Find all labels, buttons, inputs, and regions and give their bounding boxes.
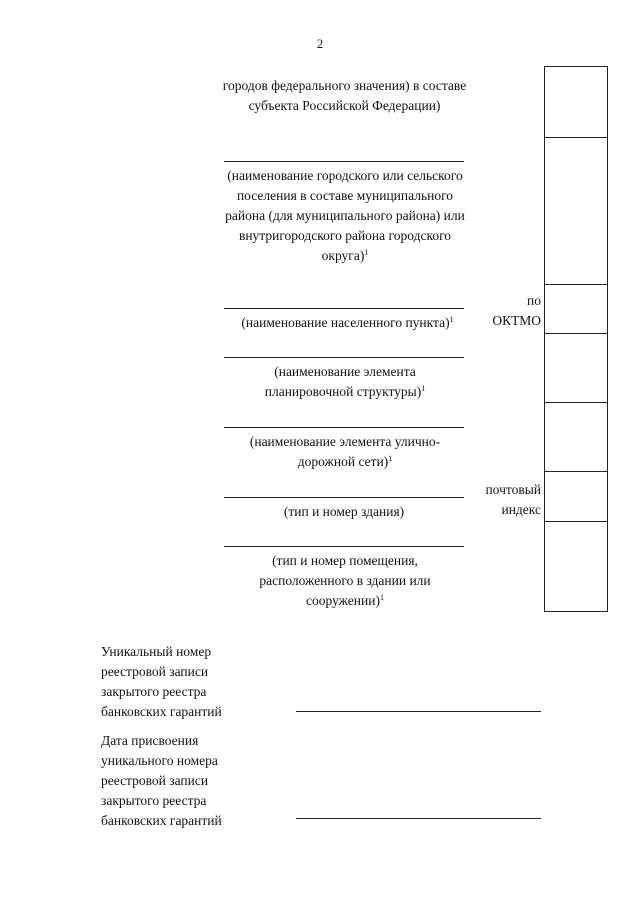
page-number: 2 [316, 36, 324, 51]
field-street-caption: (наименование элемента улично-дорожной сети)$^1$ [249, 434, 441, 469]
field-planning-structure-line[interactable] [224, 357, 464, 358]
oktmo-label: по ОКТМО [492, 293, 541, 328]
field-premises-caption: (тип и номер помещения, расположенного в здании или сооружении)$^1$ [259, 553, 431, 608]
unique-number-field[interactable] [296, 711, 541, 712]
code-boxes-column [544, 66, 608, 612]
code-box-divider [545, 402, 607, 403]
field-federal-city-caption: городов федерального значения) в составе субъекта Российской Федерации) [222, 78, 467, 113]
field-street-line[interactable] [224, 427, 464, 428]
unique-number-label: Уникальный номер реестровой записи закрытого реестра банковских гарантий [101, 644, 222, 719]
field-locality-caption: (наименование населенного пункта)$^1$ [241, 315, 454, 330]
assign-date-label: Дата присвоения уникального номера реестровой записи закрытого реестра банковских гарантий [101, 733, 222, 828]
field-settlement-line[interactable] [224, 161, 464, 162]
code-box-divider [545, 471, 607, 472]
code-box-divider [545, 521, 607, 522]
postal-index-label: почтовый индекс [485, 482, 541, 517]
assign-date-field[interactable] [296, 818, 541, 819]
code-box-divider [545, 137, 607, 138]
field-locality-line[interactable] [224, 308, 464, 309]
field-settlement-caption: (наименование городского или сельского поселения в составе муниципального района (для муниципального района) или внутригородского района городского округа)$^1$ [225, 168, 465, 263]
code-box-divider [545, 333, 607, 334]
field-planning-structure-caption: (наименование элемента планировочной структуры)$^1$ [264, 364, 426, 399]
code-box-divider [545, 284, 607, 285]
field-building-line[interactable] [224, 497, 464, 498]
field-premises-line[interactable] [224, 546, 464, 547]
field-building-caption: (тип и номер здания) [283, 504, 405, 519]
